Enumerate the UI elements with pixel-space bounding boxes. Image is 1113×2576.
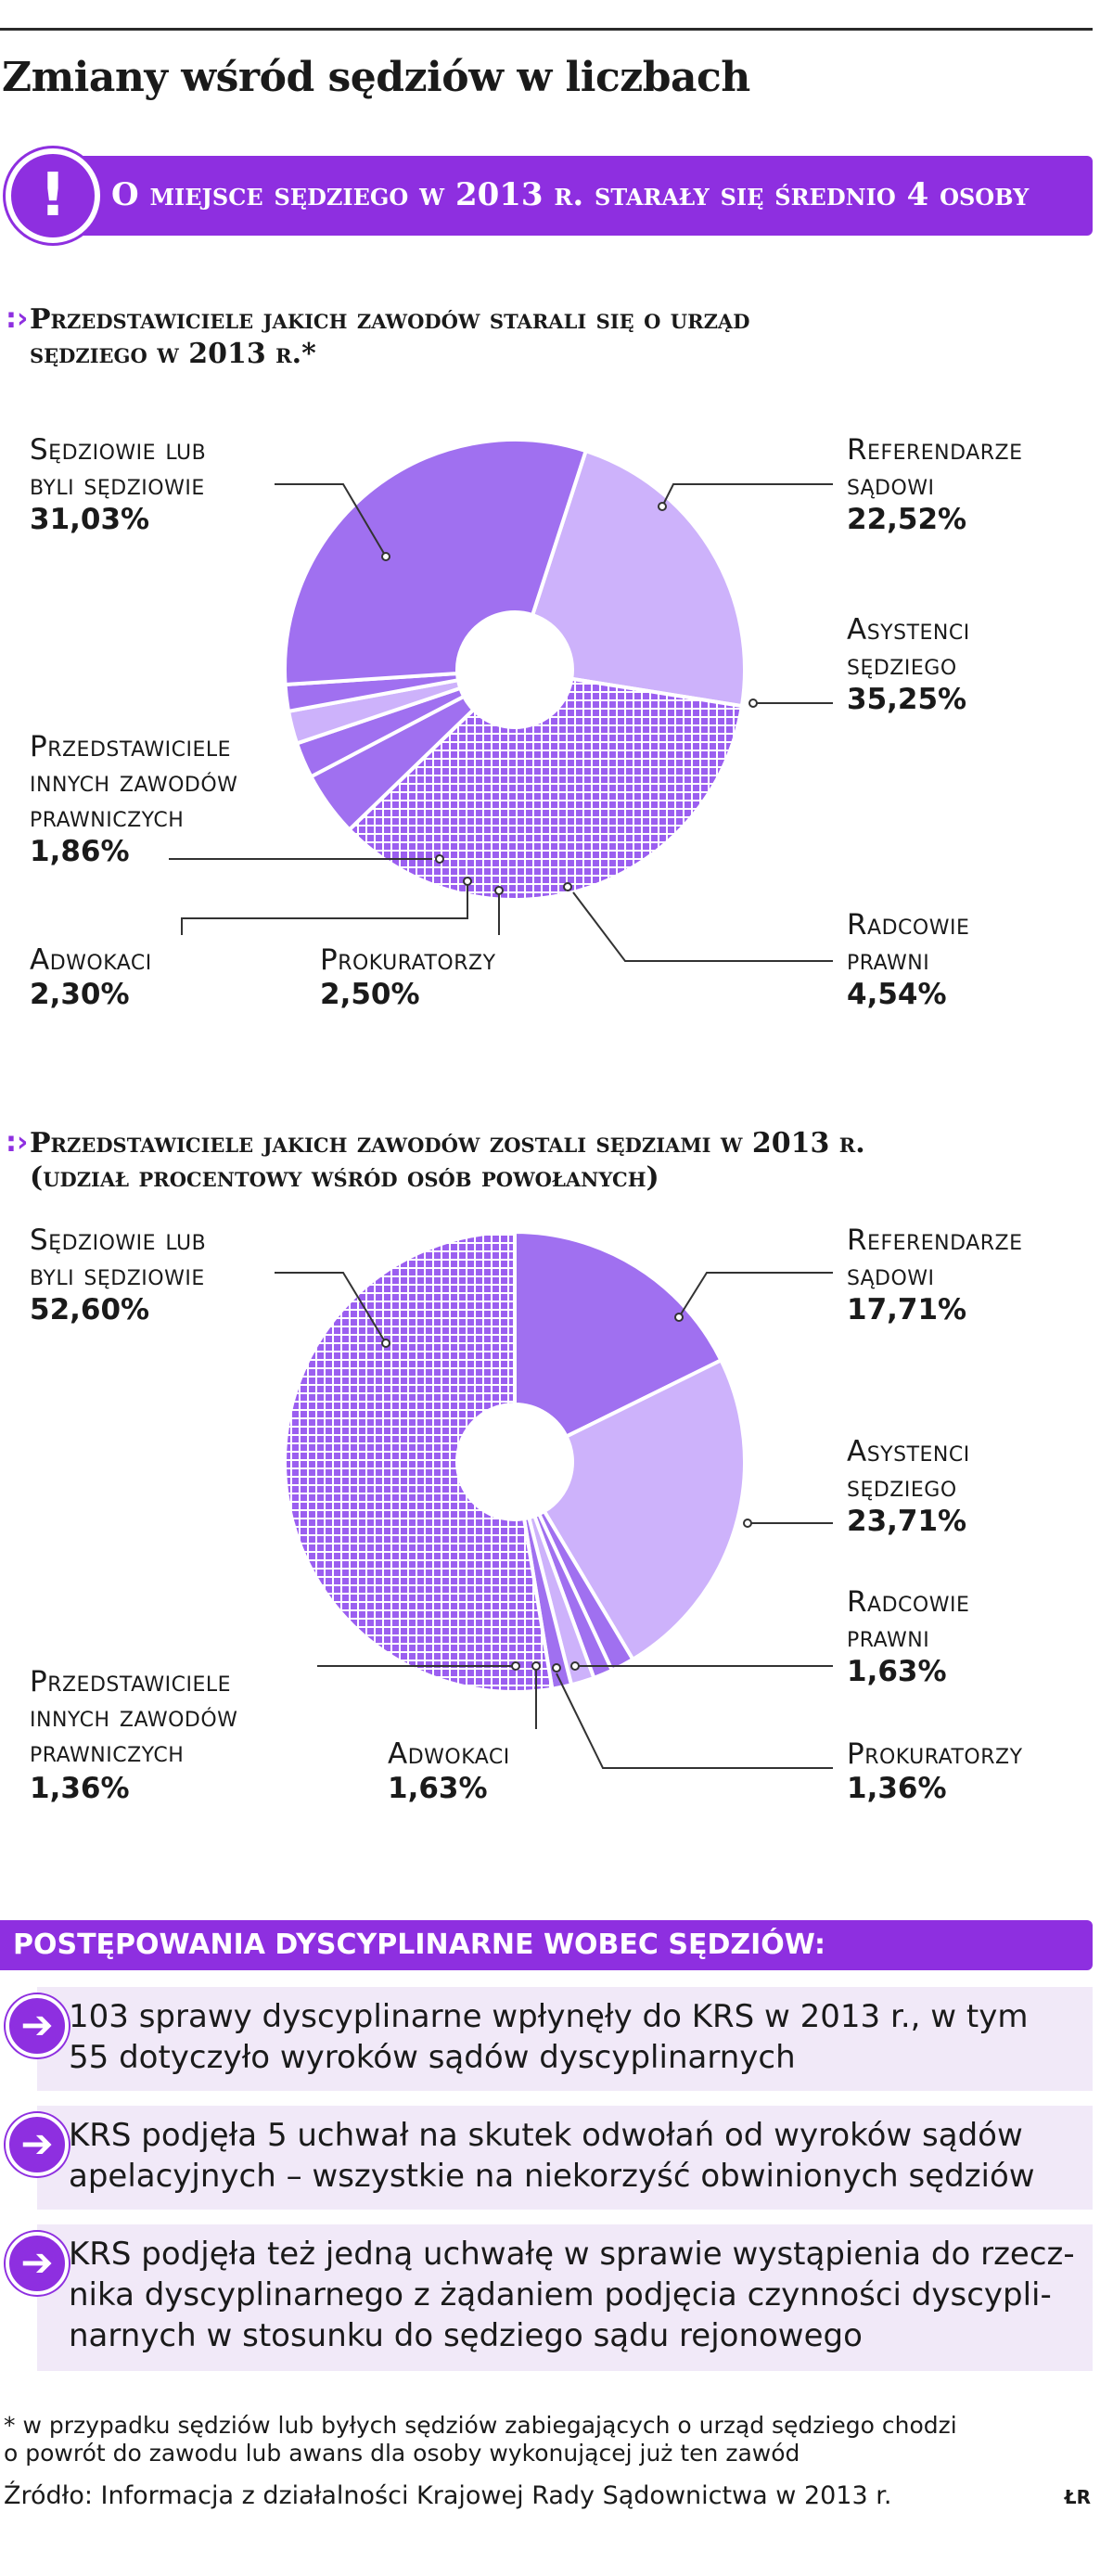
chart2-pct-inni: 1,36% <box>30 1772 130 1805</box>
author-initials: ŁR <box>1064 2486 1091 2508</box>
section-bullet-icon: :› <box>6 302 29 335</box>
chart2-pct-adwokaci: 1,63% <box>388 1772 488 1805</box>
chart2-label-referendarze: Referendarze sądowi <box>847 1224 1023 1292</box>
chart2-pct-radcowie: 1,63% <box>847 1655 947 1688</box>
leader-dot <box>659 503 666 510</box>
chart2-pct-prokuratorzy: 1,36% <box>847 1772 947 1805</box>
source-note: Źródło: Informacja z działalności Krajowej Rady Sądownictwa w 2013 r. <box>4 2481 892 2510</box>
chart1-pct-inni: 1,86% <box>30 835 130 868</box>
exclamation-icon: ! <box>6 148 100 243</box>
chart1-heading: Przedstawiciele jakich zawodów starali się o urząd sędziego w 2013 r.* <box>30 303 750 370</box>
chart1-label-radcowie: Radcowie prawni <box>847 908 970 977</box>
donut-hole <box>457 612 572 727</box>
leader-dot <box>675 1314 683 1321</box>
alert-text: O miejsce sędziego w 2013 r. starały się średnio 4 osoby <box>111 176 1030 213</box>
leader-dot <box>532 1662 540 1670</box>
arrow-right-icon: ➔ <box>6 2113 69 2176</box>
donut-chart-2 <box>285 1232 745 1692</box>
donut-hole <box>457 1404 572 1519</box>
section-bullet-icon: :› <box>6 1126 29 1159</box>
leader-dot <box>564 883 571 891</box>
chart2-label-radcowie: Radcowie prawni <box>847 1585 970 1654</box>
leader-dot <box>436 855 443 863</box>
leader-dot <box>571 1662 579 1670</box>
chart1-label-sedziowie: Sędziowie lub byli sędziowie <box>30 433 207 502</box>
list-item <box>37 2106 1093 2210</box>
chart1-pct-adwokaci: 2,30% <box>30 978 130 1011</box>
leader-dot <box>382 553 390 560</box>
chart1-label-prokuratorzy: Prokuratorzy <box>320 943 496 977</box>
chart2-label-prokuratorzy: Prokuratorzy <box>847 1737 1023 1771</box>
chart1-pct-prokuratorzy: 2,50% <box>320 978 420 1011</box>
chart1-label-asystenci: Asystenci sędziego <box>847 613 970 682</box>
chart2-heading: Przedstawiciele jakich zawodów zostali sędziami w 2013 r. (udział procentowy wśród osób powołanych) <box>30 1127 865 1194</box>
chart2-label-asystenci: Asystenci sędziego <box>847 1435 970 1504</box>
discipline-title: POSTĘPOWANIA DYSCYPLINARNE WOBEC SĘDZIÓW: <box>13 1929 825 1961</box>
leader-line <box>556 1673 833 1768</box>
chart1-pct-asystenci: 35,25% <box>847 683 967 716</box>
leader-line <box>182 881 467 935</box>
leader-dot <box>495 887 503 894</box>
list-item-text: 103 sprawy dyscyplinarne wpłynęły do KRS w 2013 r., w tym 55 dotyczyło wyroków sądów dyscyplinarnych <box>69 1998 1029 2076</box>
chart1-label-inni: Przedstawiciele innych zawodów prawniczych <box>30 730 238 834</box>
list-item-text: KRS podjęła 5 uchwał na skutek odwołań od wyroków sądów apelacyjnych – wszystkie na niekorzyść obwinionych sędziów <box>69 2117 1035 2195</box>
chart1-pct-radcowie: 4,54% <box>847 978 947 1011</box>
leader-dot <box>749 699 757 707</box>
donut-chart-1 <box>285 440 745 900</box>
leader-line <box>573 892 833 961</box>
list-item <box>37 1987 1093 2091</box>
list-item <box>37 2224 1093 2371</box>
footnote: * w przypadku sędziów lub byłych sędziów zabiegających o urząd sędziego chodzi o powrót do zawodu lub awans dla osoby wykonującej już ten zawód <box>4 2412 957 2467</box>
leader-dot <box>382 1339 390 1347</box>
leader-dot <box>464 878 471 885</box>
list-item-text: KRS podjęła też jedną uchwałę w sprawie wystąpienia do rzecz- nika dyscyplinarnego z żądaniem podjęcia czynności dyscypli- narnych w stosunku do sędziego sądu rejonowego <box>69 2236 1075 2354</box>
leader-dot <box>553 1664 560 1672</box>
chart2-pct-referendarze: 17,71% <box>847 1293 967 1326</box>
leader-dot <box>744 1519 751 1527</box>
arrow-right-icon: ➔ <box>6 1994 69 2057</box>
leader-dot <box>512 1662 519 1670</box>
chart2-label-inni: Przedstawiciele innych zawodów prawniczych <box>30 1665 238 1769</box>
chart2-pct-sedziowie: 52,60% <box>30 1293 150 1326</box>
chart2-pct-asystenci: 23,71% <box>847 1505 967 1538</box>
chart1-pct-referendarze: 22,52% <box>847 503 967 536</box>
arrow-right-icon: ➔ <box>6 2232 69 2295</box>
chart2-label-sedziowie: Sędziowie lub byli sędziowie <box>30 1224 207 1292</box>
chart1-label-referendarze: Referendarze sądowi <box>847 433 1023 502</box>
discipline-header <box>0 1920 1093 1970</box>
chart1-label-adwokaci: Adwokaci <box>30 943 152 977</box>
chart1-pct-sedziowie: 31,03% <box>30 503 150 536</box>
chart2-label-adwokaci: Adwokaci <box>388 1737 510 1771</box>
leader-line <box>679 1273 833 1317</box>
leader-line <box>662 484 833 506</box>
page-title: Zmiany wśród sędziów w liczbach <box>2 54 750 101</box>
